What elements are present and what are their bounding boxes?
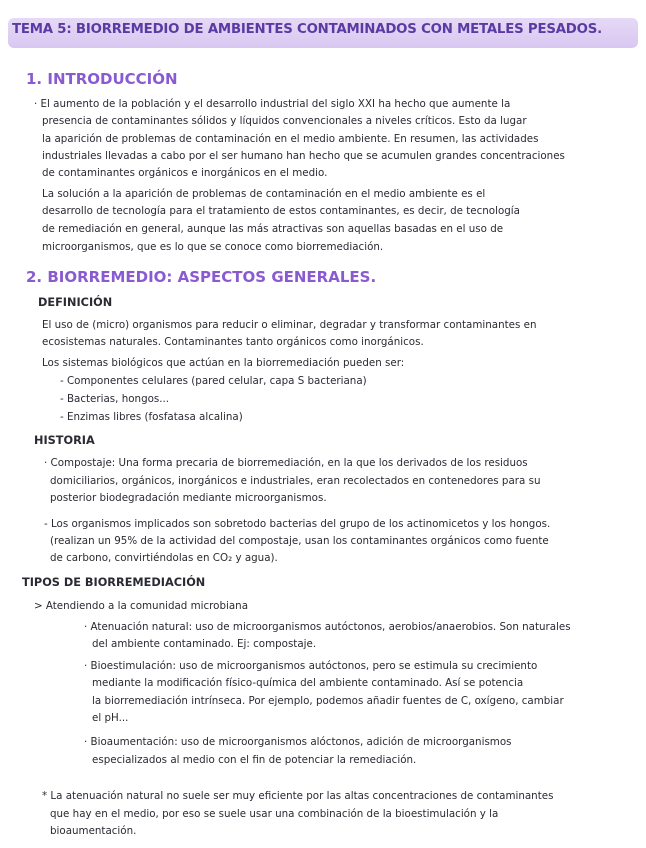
historia-heading: HISTORIA xyxy=(34,434,95,447)
tipos-line: mediante la modificación físico-química del ambiente contaminado. Así se potencia xyxy=(92,677,524,689)
intro-line: presencia de contaminantes sólidos y líquidos convencionales a niveles críticos. Esto da lugar xyxy=(42,115,527,127)
intro-line: La solución a la aparición de problemas de contaminación en el medio ambiente es el xyxy=(42,188,486,200)
tipos-line: especializados al medio con el fin de potenciar la remediación. xyxy=(92,754,417,766)
historia-line: posterior biodegradación mediante microorganismos. xyxy=(50,492,327,504)
note-line: * La atenuación natural no suele ser muy eficiente por las altas concentraciones de contaminantes xyxy=(42,790,554,802)
note-line: bioaumentación. xyxy=(50,825,137,837)
tipos-line: · Bioaumentación: uso de microorganismos alóctonos, adición de microorganismos xyxy=(84,736,512,748)
definicion-item: - Bacterias, hongos... xyxy=(60,393,170,405)
note-line: que hay en el medio, por eso se suele usar una combinación de la bioestimulación y la xyxy=(50,808,499,820)
intro-line: la aparición de problemas de contaminación en el medio ambiente. En resumen, las actividades xyxy=(42,133,539,145)
intro-line: de remediación en general, aunque las más atractivas son aquellas basadas en el uso de xyxy=(42,223,504,235)
tipos-line: el pH... xyxy=(92,712,129,724)
definicion-item: - Enzimas libres (fosfatasa alcalina) xyxy=(60,411,243,423)
historia-line: de carbono, convirtiéndolas en CO₂ y agua). xyxy=(50,552,278,564)
definicion-item: - Componentes celulares (pared celular, capa S bacteriana) xyxy=(60,375,367,387)
tipos-heading: TIPOS DE BIORREMEDIACIÓN xyxy=(22,576,206,589)
intro-line: industriales llevadas a cabo por el ser humano han hecho que se acumulen grandes concentraciones xyxy=(42,150,565,162)
historia-line: (realizan un 95% de la actividad del compostaje, usan los contaminantes orgánicos como fuente xyxy=(50,535,549,547)
intro-heading: 1. INTRODUCCIÓN xyxy=(26,70,178,88)
aspects-heading: 2. BIORREMEDIO: ASPECTOS GENERALES. xyxy=(26,268,377,286)
intro-line: desarrollo de tecnología para el tratamiento de estos contaminantes, es decir, de tecnología xyxy=(42,205,520,217)
tipos-line: la biorremediación intrínseca. Por ejemplo, podemos añadir fuentes de C, oxígeno, cambiar xyxy=(92,695,564,707)
tipos-subheading: > Atendiendo a la comunidad microbiana xyxy=(34,600,249,612)
intro-line: microorganismos, que es lo que se conoce como biorremediación. xyxy=(42,241,384,253)
historia-line: domiciliarios, orgánicos, inorgánicos e industriales, eran recolectados en contenedores para su xyxy=(50,475,541,487)
page-title: TEMA 5: BIORREMEDIO DE AMBIENTES CONTAMINADOS CON METALES PESADOS. xyxy=(12,22,602,37)
definicion-heading: DEFINICIÓN xyxy=(38,296,113,309)
tipos-line: · Bioestimulación: uso de microorganismos autóctonos, pero se estimula su crecimiento xyxy=(84,660,538,672)
historia-line: - Los organismos implicados son sobretodo bacterias del grupo de los actinomicetos y los hongos. xyxy=(44,518,551,530)
tipos-line: del ambiente contaminado. Ej: compostaje. xyxy=(92,638,317,650)
intro-line: · El aumento de la población y el desarrollo industrial del siglo XXI ha hecho que aumente la xyxy=(34,98,511,110)
historia-line: · Compostaje: Una forma precaria de biorremediación, en la que los derivados de los residuos xyxy=(44,457,528,469)
definicion-line: Los sistemas biológicos que actúan en la biorremediación pueden ser: xyxy=(42,357,405,369)
intro-line: de contaminantes orgánicos e inorgánicos en el medio. xyxy=(42,167,328,179)
tipos-line: · Atenuación natural: uso de microorganismos autóctonos, aerobios/anaerobios. Son naturales xyxy=(84,621,571,633)
definicion-line: El uso de (micro) organismos para reducir o eliminar, degradar y transformar contaminantes en xyxy=(42,319,537,331)
definicion-line: ecosistemas naturales. Contaminantes tanto orgánicos como inorgánicos. xyxy=(42,336,424,348)
